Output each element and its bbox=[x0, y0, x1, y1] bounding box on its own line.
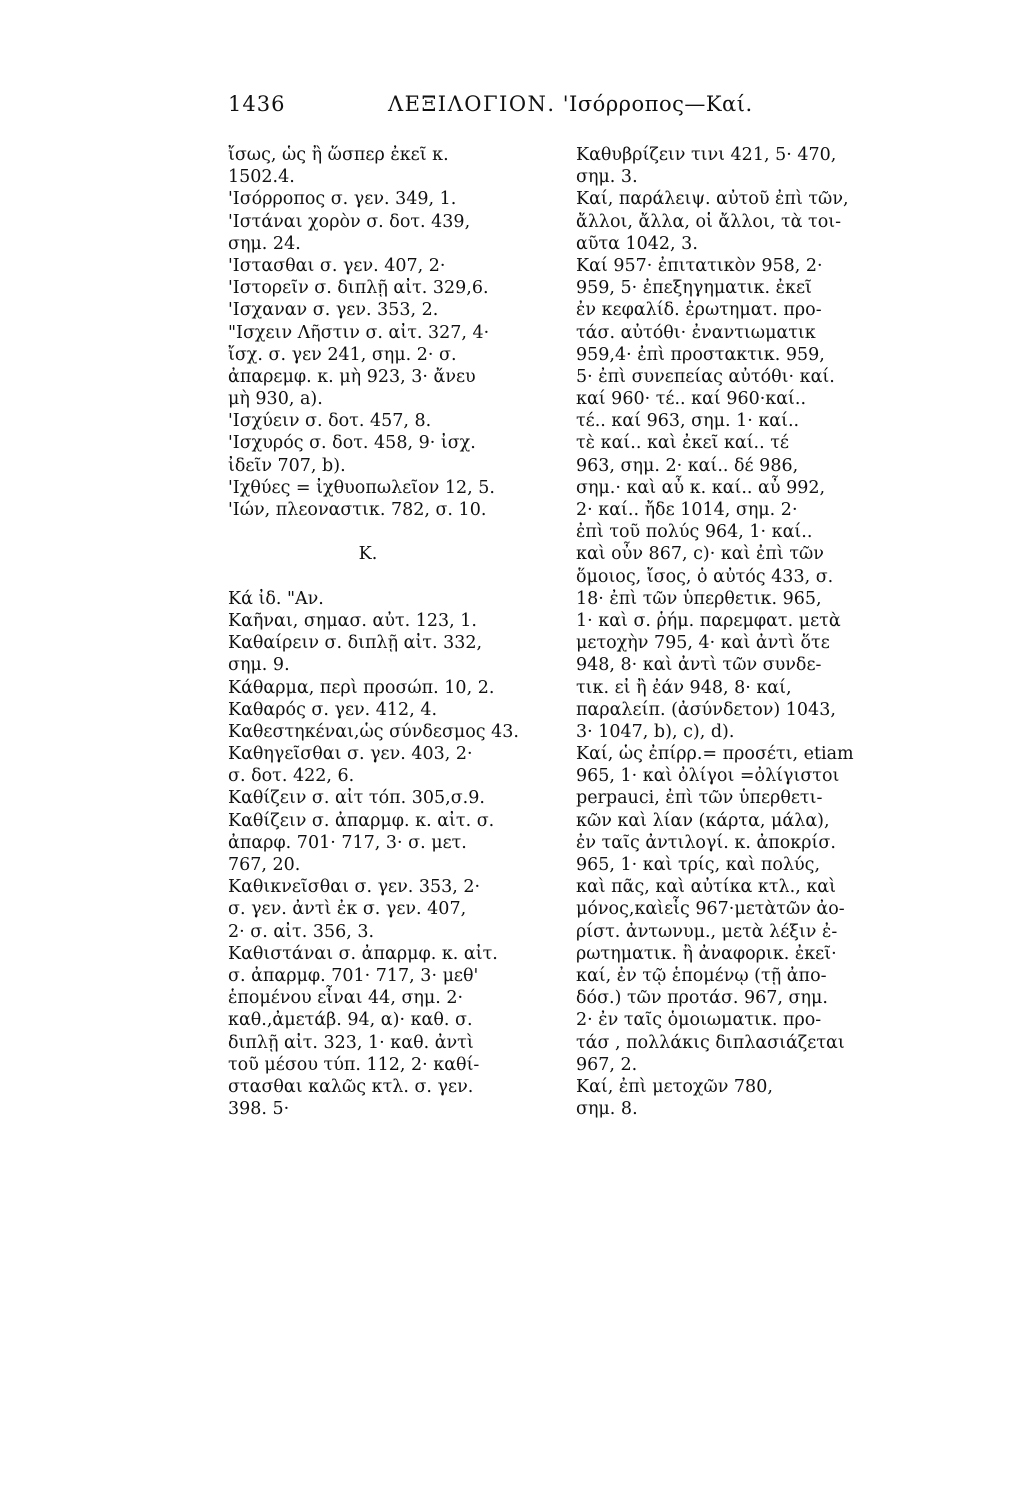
index-line: 'Ισόρροπος σ. γεν. 349, 1. bbox=[228, 189, 457, 210]
index-line: 1· καὶ σ. ῥήμ. παρεμφατ. μετὰ bbox=[576, 610, 841, 631]
index-line: 'Ισχυρός σ. δοτ. 458, 9· ἰσχ. bbox=[228, 433, 476, 454]
index-line: 2· καί.. ἤδε 1014, σημ. 2· bbox=[576, 500, 798, 520]
index-line: Καθαίρειν σ. διπλῇ αἰτ. 332, bbox=[228, 633, 483, 654]
page-number: 1436 bbox=[228, 92, 286, 116]
index-line: τάσ. αὐτόθι· ἐναντιωματικ bbox=[576, 322, 816, 343]
index-line: Καθηγεῖσθαι σ. γεν. 403, 2· bbox=[228, 744, 473, 765]
index-line: 398. 5· bbox=[228, 1099, 290, 1120]
index-line: 948, 8· καὶ ἀντὶ τῶν συνδε- bbox=[576, 655, 822, 676]
index-line: μετοχὴν 795, 4· καὶ ἀντὶ ὅτε bbox=[576, 633, 830, 654]
index-line: μὴ 930, a). bbox=[228, 389, 323, 410]
index-line: καὶ πᾶς, καὶ αὐτίκα κτλ., καὶ bbox=[576, 877, 836, 898]
index-line: σημ. 9. bbox=[228, 655, 290, 676]
index-line: παραλείπ. (ἀσύνδετον) 1043, bbox=[576, 699, 836, 720]
index-line: ρίστ. ἀντωνυμ., μετὰ λέξιν ἐ- bbox=[576, 921, 838, 942]
index-line: αῦτα 1042, 3. bbox=[576, 233, 698, 254]
index-line: ἴσως, ὡς ἢ ὥσπερ ἐκεῖ κ. bbox=[228, 145, 449, 165]
index-line: τικ. εἰ ἢ ἐάν 948, 8· καί, bbox=[576, 677, 792, 698]
index-line: ἀπαρεμφ. κ. μὴ 923, 3· ἄνευ bbox=[228, 366, 476, 387]
index-line: Καί, ὡς ἐπίρρ.= προσέτι, etiam bbox=[576, 744, 854, 765]
index-line: ἐν ταῖς ἀντιλογί. κ. ἀποκρίσ. bbox=[576, 832, 836, 853]
index-line: σ. ἀπαρμφ. 701· 717, 3· μεθ' bbox=[228, 965, 479, 986]
index-line: Καθεστηκέναι,ὡς σύνδεσμος 43. bbox=[228, 721, 519, 742]
index-line: σ. δοτ. 422, 6. bbox=[228, 766, 355, 787]
index-line: Καθίζειν σ. ἀπαρμφ. κ. αἰτ. σ. bbox=[228, 810, 495, 831]
index-line: Καθικνεῖσθαι σ. γεν. 353, 2· bbox=[228, 877, 481, 898]
index-line: τέ.. καί 963, σημ. 1· καί.. bbox=[576, 411, 800, 432]
index-line: ἄλλοι, ἄλλα, οἱ ἄλλοι, τὰ τοι- bbox=[576, 211, 842, 232]
section-heading: Κ. bbox=[358, 544, 378, 565]
index-line: 2· σ. αἰτ. 356, 3. bbox=[228, 921, 375, 942]
index-line: 965, 1· καὶ ὀλίγοι =ὀλίγιστοι bbox=[576, 766, 840, 787]
index-line: Καί, ἐπὶ μετοχῶν 780, bbox=[576, 1076, 773, 1097]
index-line: 18· ἐπὶ τῶν ὑπερθετικ. 965, bbox=[576, 588, 822, 609]
index-line: ἐν κεφαλίδ. ἐρωτηματ. προ- bbox=[576, 300, 822, 321]
index-line: καί 960· τέ.. καί 960·καί.. bbox=[576, 389, 807, 410]
index-line: κῶν καὶ λίαν (κάρτα, μάλα), bbox=[576, 810, 830, 831]
index-line: 'Ιχθύες = ἰχθυοπωλεῖον 12, 5. bbox=[228, 477, 495, 498]
index-line: σημ.· καὶ αὖ κ. καί.. αὖ 992, bbox=[576, 477, 826, 498]
running-head-title: ΛΕΞΙΛΟΓΙΟΝ. bbox=[388, 92, 556, 116]
index-line: 'Ισχαναν σ. γεν. 353, 2. bbox=[228, 300, 439, 321]
index-line: Καθίζειν σ. αἰτ τόπ. 305,σ.9. bbox=[228, 788, 485, 809]
index-line: 963, σημ. 2· καί.. δέ 986, bbox=[576, 455, 799, 476]
index-line: 959, 5· ἐπεξηγηματικ. ἐκεῖ bbox=[576, 278, 812, 299]
index-line: δόσ.) τῶν προτάσ. 967, σημ. bbox=[576, 988, 828, 1009]
index-line: σημ. 24. bbox=[228, 233, 301, 254]
index-line: διπλῇ αἰτ. 323, 1· καθ. ἀντὶ bbox=[228, 1032, 474, 1053]
index-line: "Ισχειν Λῆστιν σ. αἰτ. 327, 4· bbox=[228, 322, 490, 343]
index-line: καὶ οὖν 867, c)· καὶ ἐπὶ τῶν bbox=[576, 544, 824, 565]
index-line: Καί, παράλειψ. αὐτοῦ ἐπὶ τῶν, bbox=[576, 189, 849, 210]
index-line: ἐπὶ τοῦ πολύς 964, 1· καί.. bbox=[576, 522, 813, 543]
index-line: 5· ἐπὶ συνεπείας αὐτόθι· καί. bbox=[576, 366, 835, 387]
index-line: 'Ιστάναι χορὸν σ. δοτ. 439, bbox=[228, 211, 471, 232]
index-line: τὲ καί.. καὶ ἐκεῖ καί.. τέ bbox=[576, 433, 789, 454]
index-line: στασθαι καλῶς κτλ. σ. γεν. bbox=[228, 1076, 474, 1097]
index-line: perpauci, ἐπὶ τῶν ὑπερθετι- bbox=[576, 788, 823, 809]
index-line: 965, 1· καὶ τρίς, καὶ πολύς, bbox=[576, 855, 821, 875]
index-line: Καῆναι, σημασ. αὐτ. 123, 1. bbox=[228, 610, 477, 631]
index-line: τοῦ μέσου τύπ. 112, 2· καθί- bbox=[228, 1054, 480, 1075]
index-line: 'Ιών, πλεοναστικ. 782, σ. 10. bbox=[228, 500, 487, 520]
index-line: 'Ιστασθαι σ. γεν. 407, 2· bbox=[228, 255, 446, 276]
index-line: 3· 1047, b), c), d). bbox=[576, 721, 735, 742]
index-line: 967, 2. bbox=[576, 1054, 638, 1075]
index-line: Καθυβρίζειν τινι 421, 5· 470, bbox=[576, 145, 837, 165]
running-head bbox=[388, 92, 753, 116]
index-line: τάσ , πολλάκις διπλασιάζεται bbox=[576, 1032, 845, 1053]
index-line: ὅμοιος, ἴσος, ὁ αὐτός 433, σ. bbox=[576, 566, 834, 587]
index-line: 959,4· ἐπὶ προστακτικ. 959, bbox=[576, 344, 825, 365]
index-line: ἀπαρφ. 701· 717, 3· σ. μετ. bbox=[228, 832, 467, 853]
left-column bbox=[228, 144, 568, 1120]
index-line: ἴσχ. σ. γεν 241, σημ. 2· σ. bbox=[228, 344, 457, 365]
index-line bbox=[228, 521, 568, 543]
index-line: σ. γεν. ἀντὶ ἐκ σ. γεν. 407, bbox=[228, 899, 467, 920]
index-line: ρωτηματικ. ἢ ἀναφορικ. ἐκεῖ· bbox=[576, 943, 837, 964]
index-line: Κάθαρμα, περὶ προσώπ. 10, 2. bbox=[228, 677, 495, 698]
running-head-range: 'Ισόρροπος—Καί. bbox=[562, 92, 753, 116]
index-line: Κά ἰδ. "Αν. bbox=[228, 588, 324, 609]
index-line: Καί 957· ἐπιτατικὸν 958, 2· bbox=[576, 255, 823, 276]
index-line: 2· ἐν ταῖς ὁμοιωματικ. προ- bbox=[576, 1010, 822, 1031]
index-line bbox=[228, 566, 568, 588]
index-line: 'Ισχύειν σ. δοτ. 457, 8. bbox=[228, 411, 432, 432]
index-line: σημ. 3. bbox=[576, 167, 638, 188]
index-line: 767, 20. bbox=[228, 855, 301, 875]
right-column bbox=[576, 144, 921, 1120]
index-line: ἰδεῖν 707, b). bbox=[228, 455, 346, 476]
index-line: μόνος,καὶεἷς 967·μετὰτῶν ἀο- bbox=[576, 899, 845, 920]
index-line: ἑπομένου εἶναι 44, σημ. 2· bbox=[228, 988, 464, 1009]
index-line: καθ.,ἀμετάβ. 94, α)· καθ. σ. bbox=[228, 1010, 473, 1031]
index-line: Καθαρός σ. γεν. 412, 4. bbox=[228, 699, 438, 720]
index-line: 'Ιστορεῖν σ. διπλῇ αἰτ. 329,6. bbox=[228, 278, 489, 299]
index-line: σημ. 8. bbox=[576, 1099, 638, 1120]
index-line: 1502.4. bbox=[228, 167, 295, 188]
index-line: Καθιστάναι σ. ἀπαρμφ. κ. αἰτ. bbox=[228, 943, 498, 964]
index-line: καί, ἐν τῷ ἑπομένῳ (τῇ ἀπο- bbox=[576, 965, 827, 986]
